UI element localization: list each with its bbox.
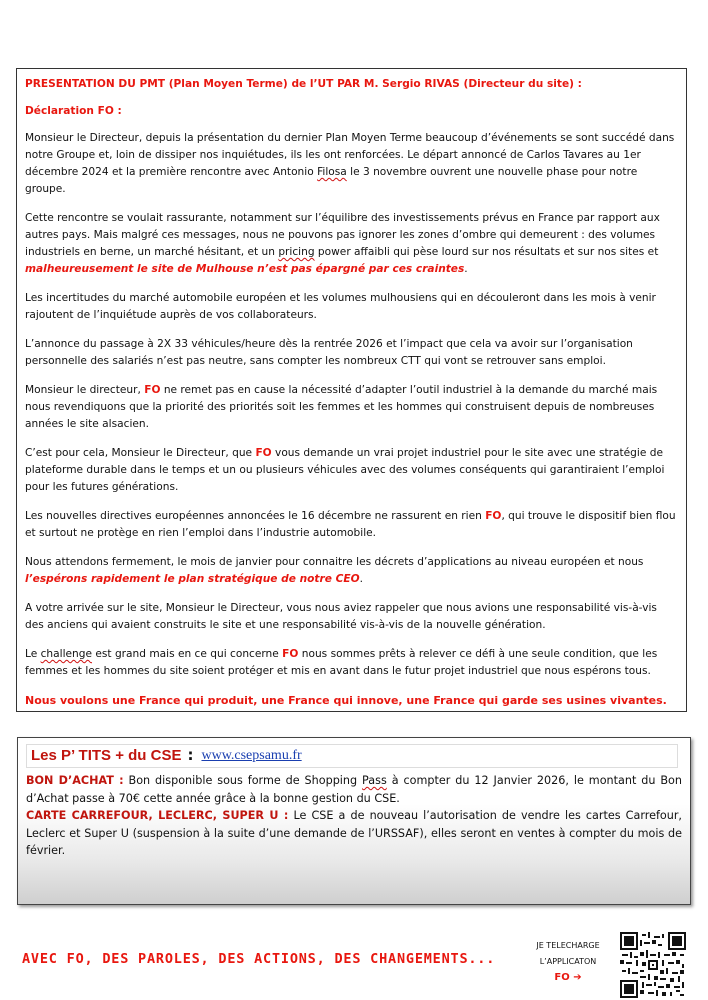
declaration-heading: Déclaration FO :: [25, 105, 122, 117]
paragraph-9: A votre arrivée sur le site, Monsieur le Directeur, vous nous aviez rappeler que nous avions une responsabilité vis-à-vis des anciens qui avaient construits le site et une responsabilité vis-à-vis de la nouvelle génération.: [25, 602, 657, 631]
cse-header: [26, 744, 678, 768]
paragraph-5: Monsieur le directeur, FO ne remet pas en cause la nécessité d’adapter l’outil industriel à la demande du marché mais nous revendiquons que la priorité des priorités soit les femmes et les hommes qui construisent depuis de nombreuses années le site alsacien.: [25, 384, 658, 430]
bon-achat-label: BON D’ACHAT :: [26, 774, 124, 787]
qr-code-icon[interactable]: [620, 932, 686, 998]
document-title: PRESENTATION DU PMT (Plan Moyen Terme) de l’UT PAR M. Sergio RIVAS (Directeur du site) :: [25, 78, 582, 90]
paragraph-7: Les nouvelles directives européennes annoncées le 16 décembre ne rassurent en rien FO, qui trouve le dispositif bien flou et surtout ne protège en rien l’emploi dans l’industrie automobile.: [25, 510, 676, 539]
cse-info-box: [17, 737, 691, 905]
closing-statement: Nous voulons une France qui produit, une France qui innove, une France qui garde ses usines vivantes.: [25, 694, 667, 707]
paragraph-2: Cette rencontre se voulait rassurante, notamment sur l’équilibre des investissements prévus en France par rapport aux autres pays. Mais malgré ces messages, nous ne pouvons pas ignorer les zones d’ombre qui demeurent : des volumes industriels en berne, un marché hésitant, et un pricing power affaibli qui pèse lourd sur nos résultats et sur nos sites et malheureusement le site de Mulhouse n’est pas épargné par ces craintes.: [25, 212, 660, 275]
paragraph-8: Nous attendons fermement, le mois de janvier pour connaitre les décrets d’applications au niveau européen et nous l’espérons rapidement le plan stratégique de notre CEO.: [25, 556, 644, 585]
declaration-box: [16, 68, 687, 712]
bon-achat-paragraph: BON D’ACHAT : Bon disponible sous forme de Shopping Pass à compter du 12 Janvier 2026, le montant du Bon d’Achat passe à 70€ cette année grâce à la bonne gestion du CSE.: [26, 774, 682, 805]
paragraph-1: Monsieur le Directeur, depuis la présentation du dernier Plan Moyen Terme beaucoup d’événements se sont succédé dans notre Groupe et, loin de dissiper nos inquiétudes, ils les ont renforcées. Le départ annoncé de Carlos Tavares au 1er décembre 2024 et la première rencontre avec Antonio Filosa le 3 novembre ouvrent une nouvelle phase pour notre groupe.: [25, 132, 675, 195]
paragraph-6: C’est pour cela, Monsieur le Directeur, que FO vous demande un vrai projet industriel pour le site avec une stratégie de plateforme durable dans le temps et un ou plusieurs véhicules avec des volumes conséquents qui garantiraient l’emploi pour les futures générations.: [25, 447, 665, 493]
carte-label: CARTE CARREFOUR, LECLERC, SUPER U :: [26, 809, 289, 822]
paragraph-4: L’annonce du passage à 2X 33 véhicules/heure dès la rentrée 2026 et l’impact que cela va avoir sur l’organisation personnelle des salariés n’est pas neutre, sans compter les nombreux CTT qui vont se retrouver sans emploi.: [25, 338, 633, 367]
app-download-text: JE TELECHARGE L’APPLICATON FO ➔: [536, 941, 600, 983]
cse-website-link[interactable]: www.csepsamu.fr: [201, 748, 302, 764]
paragraph-10: Le challenge est grand mais en ce qui concerne FO nous sommes prêts à relever ce défi à une seule condition, que les femmes et les hommes du site soient protéger et mis en avant dans le futur projet industriel que nous espérons tous.: [25, 648, 658, 677]
carte-paragraph: CARTE CARREFOUR, LECLERC, SUPER U : Le CSE a de nouveau l’autorisation de vendre les cartes Carrefour, Leclerc et Super U (suspension à la suite d’une demande de l’URSSAF), elles seront en ventes à compter du mois de février.: [26, 809, 682, 857]
cse-colon: :: [187, 746, 194, 765]
paragraph-3: Les incertitudes du marché automobile européen et les volumes mulhousiens qui en découleront dans les mois à venir rajoutent de l’inquiétude auprès de vos collaborateurs.: [25, 292, 656, 321]
footer-slogan: AVEC FO, DES PAROLES, DES ACTIONS, DES CHANGEMENTS...: [22, 951, 496, 967]
cse-title: Les P’ TITS + du CSE: [31, 747, 182, 765]
